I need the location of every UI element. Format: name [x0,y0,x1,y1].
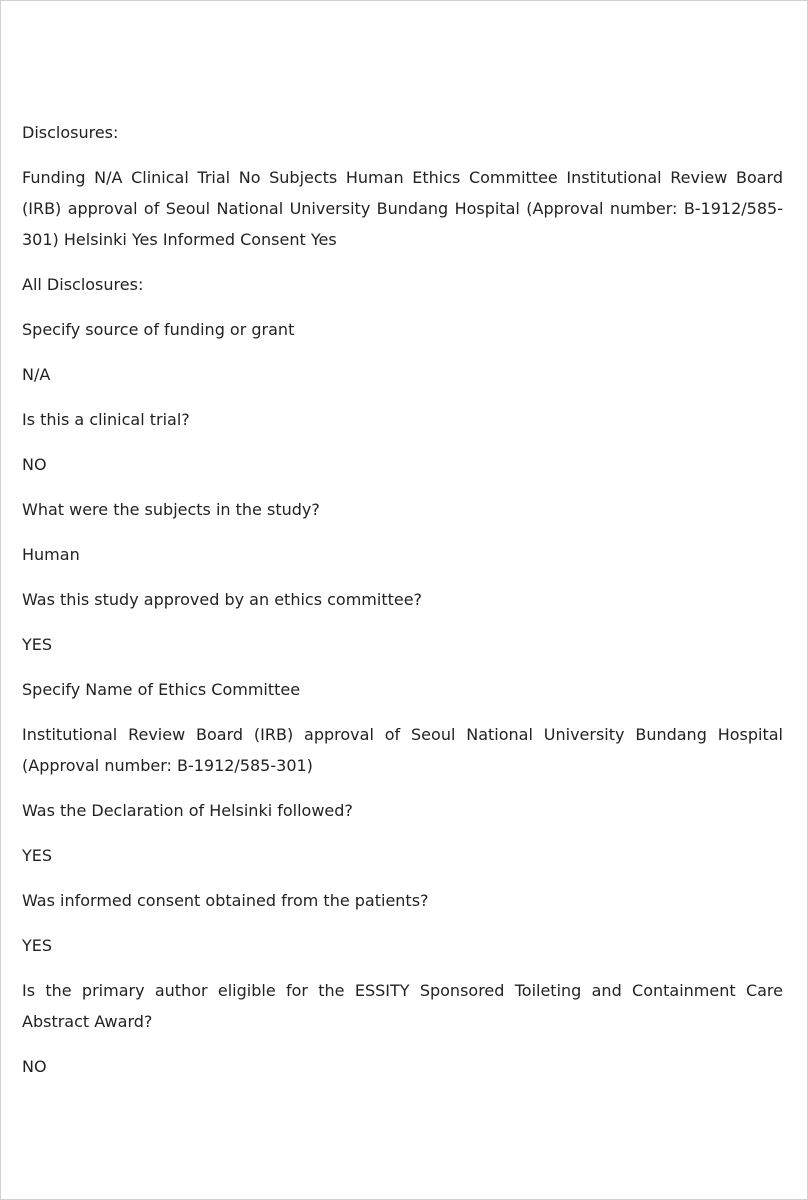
subjects-question: What were the subjects in the study? [22,500,320,519]
funding-question: Specify source of funding or grant [22,320,295,339]
ethics-approval-question: Was this study approved by an ethics committee? [22,590,423,609]
disclosures-summary: Funding N/A Clinical Trial No Subjects Human Ethics Committee Institutional Review Board (IRB) approval of Seoul National University Bundang Hospital (Approval number: B-1912/585-301) Helsinki Yes Informed Consent Yes [22,168,783,249]
helsinki-question: Was the Declaration of Helsinki followed? [22,801,353,820]
funding-answer: N/A [22,365,51,384]
disclosures-heading: Disclosures: [22,123,119,142]
ethics-approval-answer: YES [22,635,53,654]
award-eligibility-answer: NO [22,1057,47,1076]
ethics-committee-answer: Institutional Review Board (IRB) approval of Seoul National University Bundang Hospital (Approval number: B-1912/585-301) [22,725,783,775]
all-disclosures-heading: All Disclosures: [22,275,144,294]
ethics-committee-question: Specify Name of Ethics Committee [22,680,301,699]
subjects-answer: Human [22,545,80,564]
clinical-trial-answer: NO [22,455,47,474]
informed-consent-answer: YES [22,936,53,955]
clinical-trial-question: Is this a clinical trial? [22,410,190,429]
helsinki-answer: YES [22,846,53,865]
award-eligibility-question: Is the primary author eligible for the ESSITY Sponsored Toileting and Containment Care Abstract Award? [22,981,783,1031]
disclosures-content [22,117,783,1096]
informed-consent-question: Was informed consent obtained from the patients? [22,891,429,910]
